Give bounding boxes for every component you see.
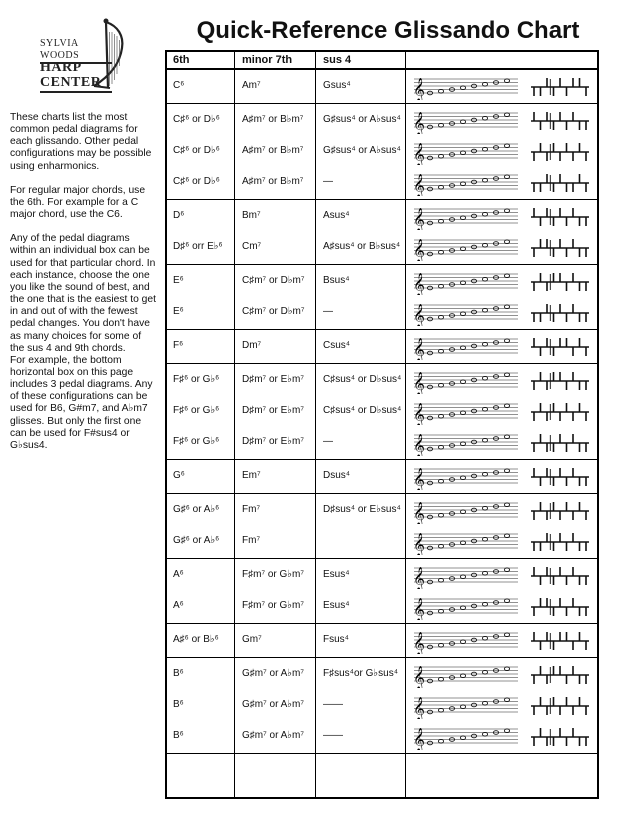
glissando-staff <box>412 73 520 100</box>
note-head <box>482 243 487 247</box>
sixth-chord: C♯⁶ or D♭⁶ <box>173 176 220 187</box>
minor7-chord: A♯m⁷ or B♭m⁷ <box>242 114 304 125</box>
sixth-chord: B⁶ <box>173 730 184 741</box>
note-head <box>460 510 465 514</box>
note-head <box>460 346 465 350</box>
sus4-chord: — <box>323 306 333 317</box>
minor7-chord: G♯m⁷ or A♭m⁷ <box>242 730 304 741</box>
note-head <box>460 247 465 251</box>
glissando-staff <box>412 661 520 688</box>
treble-clef-icon: 𝄞 <box>413 142 425 165</box>
note-head <box>482 308 487 312</box>
pedal-diagram <box>529 431 591 455</box>
note-head <box>504 404 509 408</box>
note-head <box>504 599 509 603</box>
treble-clef-icon: 𝄞 <box>413 566 425 589</box>
pedal-diagram <box>529 171 591 195</box>
sixth-chord: D♯⁶ orr E♭⁶ <box>173 241 223 252</box>
glissando-staff <box>412 723 520 750</box>
logo-sylvia: SYLVIA <box>40 38 79 49</box>
note-head <box>460 705 465 709</box>
note-head <box>438 414 443 418</box>
treble-clef-icon: 𝄞 <box>413 77 425 100</box>
note-head <box>438 315 443 319</box>
note-head <box>504 469 509 473</box>
treble-clef-icon: 𝄞 <box>413 207 425 230</box>
chord-row <box>167 201 597 232</box>
minor7-chord: D♯m⁷ or E♭m⁷ <box>242 405 304 416</box>
note-head <box>504 568 509 572</box>
note-head <box>482 178 487 182</box>
note-head <box>482 116 487 120</box>
minor7-chord: G♯m⁷ or A♭m⁷ <box>242 699 304 710</box>
chord-row <box>167 105 597 136</box>
pedal-diagram <box>529 75 591 99</box>
treble-clef-icon: 𝄞 <box>413 337 425 360</box>
note-head <box>438 513 443 517</box>
sus4-chord: Esus⁴ <box>323 569 350 580</box>
pedal-diagram <box>529 301 591 325</box>
chord-row <box>167 495 597 526</box>
chord-row <box>167 591 597 622</box>
glissando-staff <box>412 169 520 196</box>
sus4-chord: C♯sus⁴ or D♭sus⁴ <box>323 405 402 416</box>
sus4-chord: Fsus⁴ <box>323 634 349 645</box>
minor7-chord: D♯m⁷ or E♭m⁷ <box>242 436 304 447</box>
glissando-staff <box>412 367 520 394</box>
pedal-diagram <box>529 629 591 653</box>
sixth-chord: C♯⁶ or D♭⁶ <box>173 114 220 125</box>
note-head <box>438 445 443 449</box>
note-head <box>460 476 465 480</box>
treble-clef-icon: 𝄞 <box>413 727 425 750</box>
header-minor7: minor 7th <box>242 54 293 66</box>
sus4-chord: —— <box>323 730 343 741</box>
sus4-chord: G♯sus⁴ or A♭sus⁴ <box>323 114 401 125</box>
note-head <box>504 339 509 343</box>
sus4-chord: — <box>323 176 333 187</box>
pedal-diagram <box>529 663 591 687</box>
chord-row <box>167 365 597 396</box>
note-head <box>460 281 465 285</box>
treble-clef-icon: 𝄞 <box>413 371 425 394</box>
note-head <box>460 674 465 678</box>
chord-row <box>167 232 597 263</box>
minor7-chord: Fm⁷ <box>242 504 261 515</box>
note-head <box>460 736 465 740</box>
logo-harp: HARP <box>40 60 82 75</box>
minor7-chord: F♯m⁷ or G♭m⁷ <box>242 569 304 580</box>
sus4-chord: Asus⁴ <box>323 210 350 221</box>
note-head <box>504 435 509 439</box>
note-head <box>482 376 487 380</box>
note-head <box>438 479 443 483</box>
instructions-sidebar <box>10 112 158 464</box>
glissando-staff <box>412 497 520 524</box>
note-head <box>504 274 509 278</box>
glissando-staff <box>412 398 520 425</box>
minor7-chord: Cm⁷ <box>242 241 262 252</box>
instructions-paragraph: Any of the pedal diagrams within an individual box can be used for that particular chord. In each instance, choose the one you like the sound of best, and the one that is the easiest to get in and out of with the fewest pedal changes. You don't have as many choices for some of the sus 4 and 9th chords. <box>10 233 156 354</box>
glissando-staff <box>412 429 520 456</box>
sus4-chord: Dsus⁴ <box>323 470 351 481</box>
note-head <box>504 534 509 538</box>
note-head <box>438 643 443 647</box>
sixth-chord: A♯⁶ or B♭⁶ <box>173 634 219 645</box>
note-head <box>504 175 509 179</box>
sixth-chord: B⁶ <box>173 668 184 679</box>
glissando-table <box>165 50 599 799</box>
page-title: Quick-Reference Glissando Chart <box>196 17 580 44</box>
instructions-paragraph: For regular major chords, use the 6th. For example for a C major chord, use the C6. <box>10 184 146 221</box>
note-head <box>482 147 487 151</box>
note-head <box>460 575 465 579</box>
note-head <box>504 633 509 637</box>
chord-group <box>167 330 597 364</box>
note-head <box>482 472 487 476</box>
sus4-chord: Bsus⁴ <box>323 275 350 286</box>
sus4-chord: D♯sus⁴ or E♭sus⁴ <box>323 504 401 515</box>
glissando-staff <box>412 299 520 326</box>
note-head <box>482 602 487 606</box>
sixth-chord: F♯⁶ or G♭⁶ <box>173 436 220 447</box>
note-head <box>482 732 487 736</box>
sixth-chord: A⁶ <box>173 600 184 611</box>
note-head <box>482 342 487 346</box>
sixth-chord: E⁶ <box>173 275 184 286</box>
instructions-paragraph: For example, the bottom horizontal box on this page includes 3 pedal diagrams. Any of these configurations can be used for B6, G#m7, and A♭m7 glisses. But only the first one can be used for F#sus4 or G♭sus4. <box>10 354 153 451</box>
treble-clef-icon: 𝄞 <box>413 467 425 490</box>
harp-center-logo <box>10 18 150 98</box>
chord-row <box>167 266 597 297</box>
minor7-chord: Bm⁷ <box>242 210 261 221</box>
note-head <box>482 438 487 442</box>
chord-row <box>167 167 597 198</box>
header-sixth: 6th <box>173 54 190 66</box>
note-head <box>504 667 509 671</box>
pedal-diagram <box>529 499 591 523</box>
treble-clef-icon: 𝄞 <box>413 173 425 196</box>
chord-group <box>167 265 597 330</box>
glissando-staff <box>412 268 520 295</box>
note-head <box>438 219 443 223</box>
note-head <box>482 571 487 575</box>
note-head <box>438 185 443 189</box>
note-head <box>504 729 509 733</box>
note-head <box>504 113 509 117</box>
glissando-staff <box>412 528 520 555</box>
pedal-diagram <box>529 400 591 424</box>
sixth-chord: C⁶ <box>173 80 185 91</box>
note-head <box>460 606 465 610</box>
treble-clef-icon: 𝄞 <box>413 631 425 654</box>
note-head <box>482 537 487 541</box>
sixth-chord: A⁶ <box>173 569 184 580</box>
sus4-chord: Csus⁴ <box>323 340 351 351</box>
note-head <box>438 677 443 681</box>
sixth-chord: F⁶ <box>173 340 184 351</box>
note-head <box>482 82 487 86</box>
note-head <box>438 250 443 254</box>
note-head <box>504 144 509 148</box>
note-head <box>438 123 443 127</box>
sus4-chord: A♯sus⁴ or B♭sus⁴ <box>323 241 401 252</box>
chord-row <box>167 625 597 656</box>
note-head <box>460 541 465 545</box>
glissando-staff <box>412 203 520 230</box>
glissando-staff <box>412 463 520 490</box>
note-head <box>504 503 509 507</box>
pedal-diagram <box>529 595 591 619</box>
chord-group <box>167 494 597 559</box>
minor7-chord: D♯m⁷ or E♭m⁷ <box>242 374 304 385</box>
chord-group <box>167 624 597 658</box>
glissando-staff <box>412 593 520 620</box>
sus4-chord: — <box>323 436 333 447</box>
note-head <box>460 640 465 644</box>
chord-group <box>167 70 597 104</box>
treble-clef-icon: 𝄞 <box>413 238 425 261</box>
minor7-chord: G♯m⁷ or A♭m⁷ <box>242 668 304 679</box>
chord-group <box>167 104 597 200</box>
pedal-diagram <box>529 725 591 749</box>
chord-row <box>167 396 597 427</box>
note-head <box>438 284 443 288</box>
chord-group <box>167 559 597 624</box>
note-head <box>504 373 509 377</box>
chord-group <box>167 364 597 460</box>
sus4-chord: F♯sus⁴or G♭sus⁴ <box>323 668 398 679</box>
pedal-diagram <box>529 270 591 294</box>
note-head <box>504 209 509 213</box>
logo-underline <box>40 91 112 93</box>
chord-row <box>167 690 597 721</box>
minor7-chord: Am⁷ <box>242 80 261 91</box>
note-head <box>460 86 465 90</box>
chord-row <box>167 136 597 167</box>
chord-row <box>167 461 597 492</box>
note-head <box>482 212 487 216</box>
sus4-chord: C♯sus⁴ or D♭sus⁴ <box>323 374 402 385</box>
minor7-chord: Fm⁷ <box>242 535 261 546</box>
note-head <box>460 216 465 220</box>
sus4-chord: Gsus⁴ <box>323 80 351 91</box>
pedal-diagram <box>529 369 591 393</box>
note-head <box>460 120 465 124</box>
chord-row <box>167 721 597 752</box>
treble-clef-icon: 𝄞 <box>413 501 425 524</box>
logo-center: CENTER <box>40 75 102 90</box>
sus4-chord: Esus⁴ <box>323 600 350 611</box>
treble-clef-icon: 𝄞 <box>413 272 425 295</box>
table-header <box>167 52 597 70</box>
sixth-chord: G♯⁶ or A♭⁶ <box>173 504 220 515</box>
chord-row <box>167 71 597 102</box>
pedal-diagram <box>529 140 591 164</box>
note-head <box>438 609 443 613</box>
note-head <box>438 544 443 548</box>
minor7-chord: A♯m⁷ or B♭m⁷ <box>242 176 304 187</box>
note-head <box>438 349 443 353</box>
note-head <box>504 240 509 244</box>
chord-group <box>167 460 597 494</box>
sus4-chord: G♯sus⁴ or A♭sus⁴ <box>323 145 401 156</box>
glissando-staff <box>412 333 520 360</box>
treble-clef-icon: 𝄞 <box>413 532 425 555</box>
treble-clef-icon: 𝄞 <box>413 665 425 688</box>
pedal-diagram <box>529 335 591 359</box>
minor7-chord: Em⁷ <box>242 470 261 481</box>
glissando-staff <box>412 234 520 261</box>
treble-clef-icon: 𝄞 <box>413 433 425 456</box>
chord-row <box>167 331 597 362</box>
pedal-diagram <box>529 236 591 260</box>
note-head <box>504 305 509 309</box>
chord-row <box>167 659 597 690</box>
chord-group <box>167 658 597 754</box>
note-head <box>438 708 443 712</box>
note-head <box>460 182 465 186</box>
note-head <box>482 407 487 411</box>
note-head <box>482 506 487 510</box>
pedal-diagram <box>529 109 591 133</box>
instructions-paragraph: These charts list the most common pedal diagrams for each glissando. Other pedal configurations may be possible using enharmonics. <box>10 112 152 172</box>
pedal-diagram <box>529 205 591 229</box>
glissando-staff <box>412 692 520 719</box>
treble-clef-icon: 𝄞 <box>413 303 425 326</box>
treble-clef-icon: 𝄞 <box>413 111 425 134</box>
note-head <box>438 383 443 387</box>
note-head <box>460 380 465 384</box>
minor7-chord: F♯m⁷ or G♭m⁷ <box>242 600 304 611</box>
note-head <box>460 312 465 316</box>
note-head <box>460 151 465 155</box>
pedal-diagram <box>529 465 591 489</box>
chord-group <box>167 200 597 265</box>
sus4-chord: —— <box>323 699 343 710</box>
pedal-diagram <box>529 564 591 588</box>
minor7-chord: Gm⁷ <box>242 634 262 645</box>
treble-clef-icon: 𝄞 <box>413 696 425 719</box>
note-head <box>482 701 487 705</box>
sixth-chord: G⁶ <box>173 470 185 481</box>
sixth-chord: F♯⁶ or G♭⁶ <box>173 405 220 416</box>
note-head <box>482 670 487 674</box>
minor7-chord: Dm⁷ <box>242 340 262 351</box>
logo-woods: WOODS <box>40 50 80 61</box>
note-head <box>504 79 509 83</box>
glissando-staff <box>412 138 520 165</box>
glissando-staff <box>412 562 520 589</box>
note-head <box>482 277 487 281</box>
chord-row <box>167 560 597 591</box>
glissando-staff <box>412 107 520 134</box>
chord-row <box>167 427 597 458</box>
sixth-chord: F♯⁶ or G♭⁶ <box>173 374 220 385</box>
sixth-chord: C♯⁶ or D♭⁶ <box>173 145 220 156</box>
sixth-chord: D⁶ <box>173 210 185 221</box>
note-head <box>438 89 443 93</box>
note-head <box>438 739 443 743</box>
pedal-diagram <box>529 694 591 718</box>
note-head <box>482 636 487 640</box>
sixth-chord: G♯⁶ or A♭⁶ <box>173 535 220 546</box>
treble-clef-icon: 𝄞 <box>413 402 425 425</box>
header-sus4: sus 4 <box>323 54 352 66</box>
sixth-chord: E⁶ <box>173 306 184 317</box>
note-head <box>460 442 465 446</box>
note-head <box>438 154 443 158</box>
note-head <box>460 411 465 415</box>
minor7-chord: C♯m⁷ or D♭m⁷ <box>242 306 305 317</box>
pedal-diagram <box>529 530 591 554</box>
chord-row <box>167 297 597 328</box>
note-head <box>504 698 509 702</box>
treble-clef-icon: 𝄞 <box>413 597 425 620</box>
minor7-chord: C♯m⁷ or D♭m⁷ <box>242 275 305 286</box>
minor7-chord: A♯m⁷ or B♭m⁷ <box>242 145 304 156</box>
chord-row <box>167 526 597 557</box>
glissando-staff <box>412 627 520 654</box>
sixth-chord: B⁶ <box>173 699 184 710</box>
note-head <box>438 578 443 582</box>
